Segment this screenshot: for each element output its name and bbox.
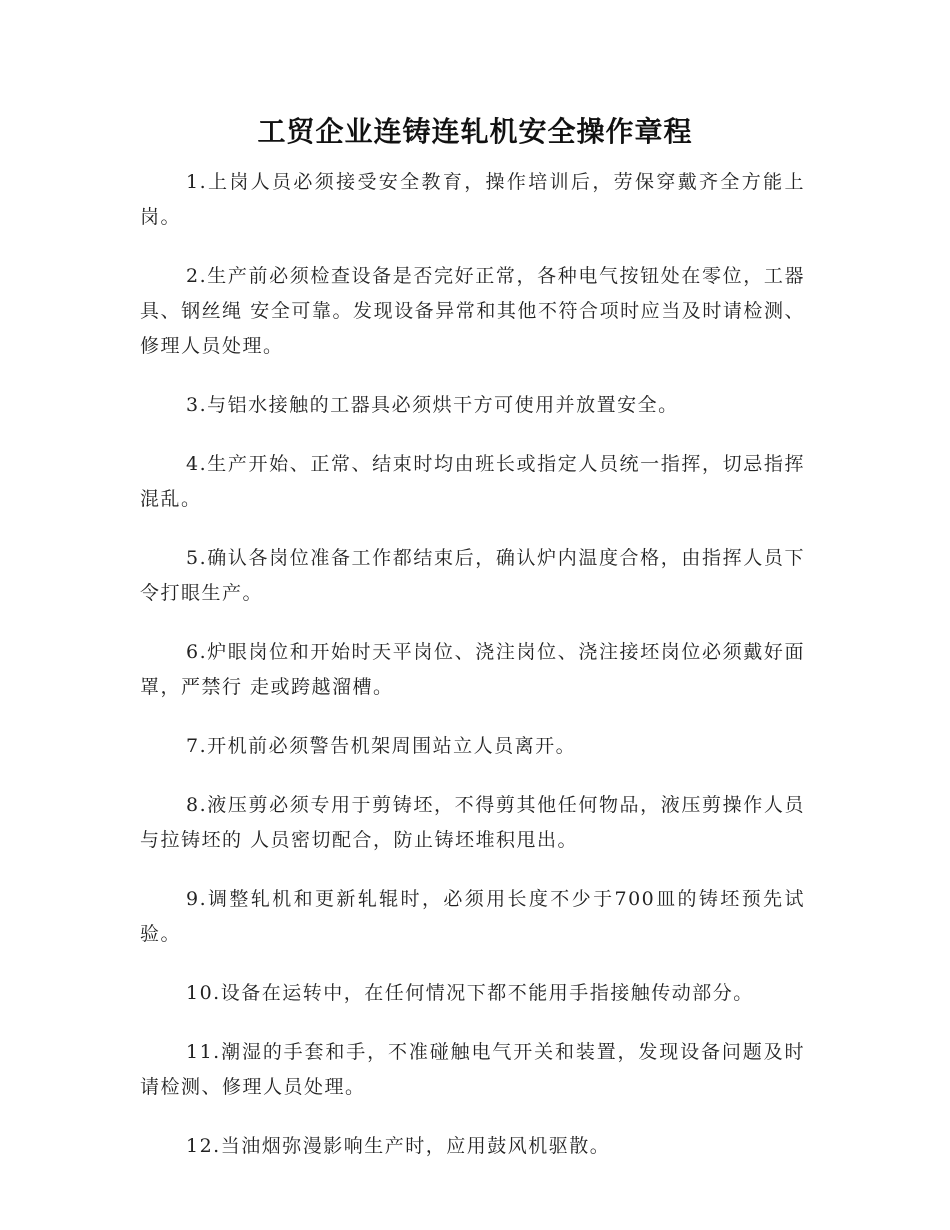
clause-list	[140, 165, 805, 1188]
clause-item: 12.当油烟弥漫影响生产时，应用鼓风机驱散。	[186, 1135, 611, 1157]
clause-item: 2.生产前必须检查设备是否完好正常，各种电气按钮处在零位，工器具、钢丝绳 安全可靠。发现设备异常和其他不符合项时应当及时请检测、修理人员处理。	[140, 265, 805, 357]
clause-item: 11.潮湿的手套和手，不准碰触电气开关和装置，发现设备问题及时请检测、修理人员处理。	[140, 1041, 805, 1098]
clause-item: 8.液压剪必须专用于剪铸坯，不得剪其他任何物品，液压剪操作人员与拉铸坯的 人员密切配合，防止铸坯堆积甩出。	[140, 794, 805, 851]
clause-item: 9.调整轧机和更新轧辊时，必须用长度不少于700皿的铸坯预先试验。	[140, 888, 805, 945]
clause-item: 6.炉眼岗位和开始时天平岗位、浇注岗位、浇注接坯岗位必须戴好面罩，严禁行 走或跨越溜槽。	[140, 641, 805, 698]
clause-item: 1.上岗人员必须接受安全教育，操作培训后，劳保穿戴齐全方能上岗。	[140, 171, 805, 228]
clause-item: 4.生产开始、正常、结束时均由班长或指定人员统一指挥，切忌指挥混乱。	[140, 453, 805, 510]
clause-item: 7.开机前必须警告机架周围站立人员离开。	[186, 735, 577, 757]
clause-item: 5.确认各岗位准备工作都结束后，确认炉内温度合格，由指挥人员下令打眼生产。	[140, 547, 805, 604]
document-title: 工贸企业连铸连轧机安全操作章程	[257, 115, 693, 148]
clause-item: 3.与铝水接触的工器具必须烘干方可使用并放置安全。	[186, 394, 679, 416]
clause-item: 10.设备在运转中，在任何情况下都不能用手指接触传动部分。	[186, 982, 754, 1004]
